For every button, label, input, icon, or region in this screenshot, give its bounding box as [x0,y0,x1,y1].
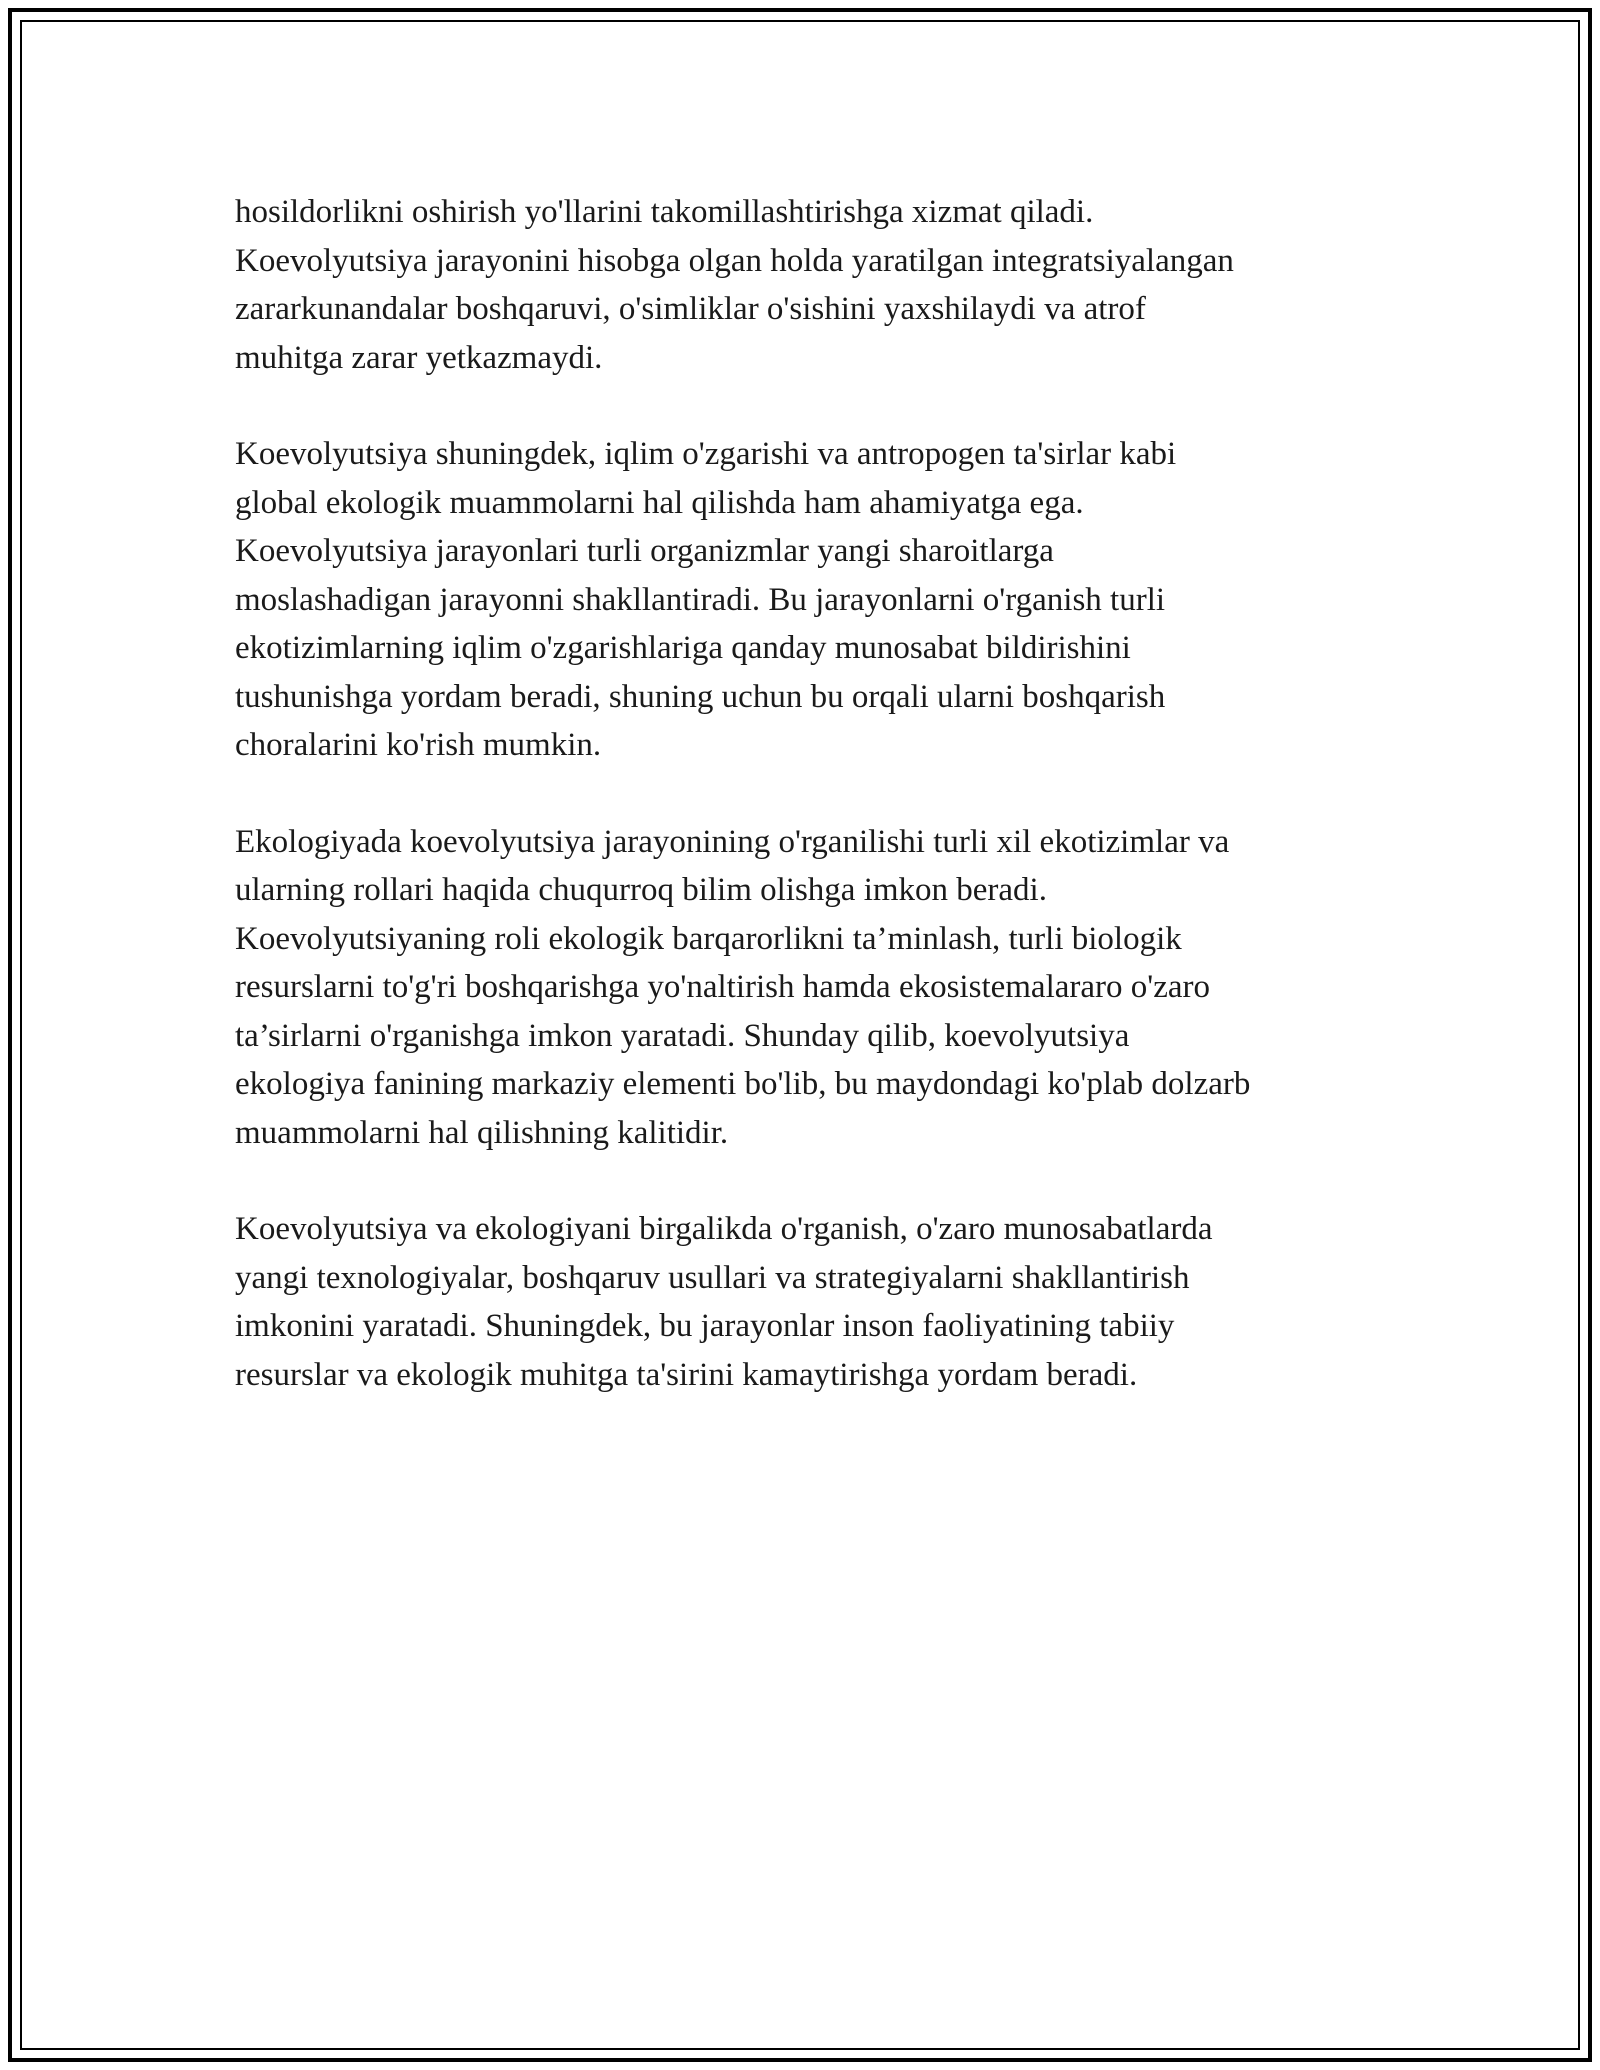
document-body [235,188,1385,1447]
paragraph-1: hosildorlikni oshirish yo'llarini takomillashtirishga xizmat qiladi. Koevolyutsiya jarayonini hisobga olgan holda yaratilgan integratsiyalangan zararkunandalar boshqaruvi, o'simliklar o'sishini yaxshilaydi va atrof muhitga zarar yetkazmaydi. [235,194,1234,376]
paragraph-2: Koevolyutsiya shuningdek, iqlim o'zgarishi va antropogen ta'sirlar kabi global ekologik muammolarni hal qilishda ham ahamiyatga ega. Koevolyutsiya jarayonlari turli organizmlar yangi sharoitlarga moslashadigan jarayonni shakllantiradi. Bu jarayonlarni o'rganish turli ekotizimlarning iqlim o'zgarishlariga qanday munosabat bildirishini tushunishga yordam beradi, shuning uchun bu orqali ularni boshqarish choralarini ko'rish mumkin. [235,436,1177,763]
paragraph-4: Koevolyutsiya va ekologiyani birgalikda o'rganish, o'zaro munosabatlarda yangi texnologiyalar, boshqaruv usullari va strategiyalarni shakllantirish imkonini yaratadi. Shuningdek, bu jarayonlar inson faoliyatining tabiiy resurslar va ekologik muhitga ta'sirini kamaytirishga yordam beradi. [235,1211,1213,1393]
paragraph-3: Ekologiyada koevolyutsiya jarayonining o'rganilishi turli xil ekotizimlar va ularning rollari haqida chuqurroq bilim olishga imkon beradi. Koevolyutsiyaning roli ekologik barqarorlikni ta’minlash, turli biologik resurslarni to'g'ri boshqarishga yo'naltirish hamda ekosistemalararo o'zaro ta’sirlarni o'rganishga imkon yaratadi. Shunday qilib, koevolyutsiya ekologiya fanining markaziy elementi bo'lib, bu maydondagi ko'plab dolzarb muammolarni hal qilishning kalitidir. [235,823,1251,1151]
